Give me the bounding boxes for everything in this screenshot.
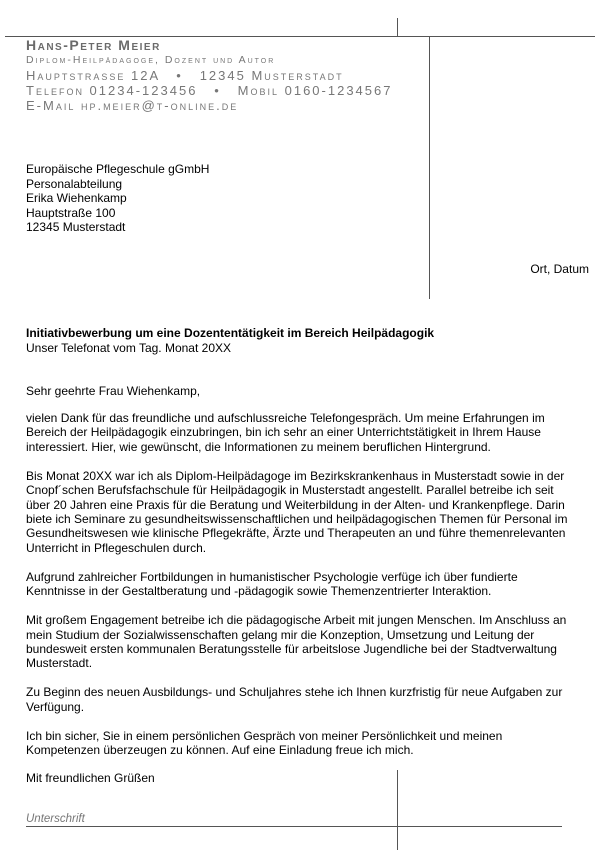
subject-block [26, 326, 434, 355]
top-vertical-rule [397, 18, 398, 36]
sender-name: Hans-Peter Meier [26, 37, 161, 53]
bullet-separator: • [214, 83, 221, 98]
date-line: Ort, Datum [530, 262, 589, 276]
body-paragraph: Aufgrund zahlreicher Fortbildungen in humanistischer Psychologie verfüge ich über fundierte Kenntnisse in der Gestaltberatung und -pädagogik sowie Themenzentrierter Interaktion. [26, 569, 518, 599]
bullet-separator: • [176, 68, 183, 83]
body-paragraph: Zu Beginn des neuen Ausbildungs- und Schuljahres stehe ich Ihnen kurzfristig für neue Aufgaben zur Verfügung. [26, 685, 563, 714]
recipient-company: Europäische Pflegeschule gGmbH [26, 162, 210, 176]
body-paragraph: vielen Dank für das freundliche und aufschlussreiche Telefongespräch. Um meine Erfahrungen im Bereich der Heilpädagogik einzubringen, bin ich sehr an einer Unterrichtstätigkeit in Ihrem Hause interessiert. Hier, wie gewünscht, die Informationen zu meinem beruflichen Hintergrund. [26, 411, 545, 454]
closing-phrase: Mit freundlichen Grüßen [26, 771, 155, 785]
sender-block [26, 38, 392, 113]
signature-label: Unterschrift [26, 813, 85, 825]
sender-profession: Diplom-Heilpädagoge, Dozent und Autor [26, 54, 276, 66]
sender-phone: Telefon 01234-123456 [26, 83, 198, 98]
bottom-rule [26, 826, 562, 827]
body-paragraph: Mit großem Engagement betreibe ich die pädagogische Arbeit mit jungen Menschen. Im Anschluss an mein Studium der Sozialwissenschaften gelang mir die Konzeption, Umsetzung und Leitung der bundesweit ersten kommunalen Beratungsstelle für arbeitslose Jugendliche bei der Stadtverwaltung Musterstadt. [26, 613, 567, 671]
sender-street: Hauptstrasse 12A [26, 68, 160, 83]
recipient-city: 12345 Musterstadt [26, 220, 126, 234]
body-paragraph: Ich bin sicher, Sie in einem persönlichen Gespräch von meiner Persönlichkeit und meinen Kompetenzen überzeugen zu können. Auf eine Einladung freue ich mich. [26, 728, 503, 758]
sender-contact [26, 83, 392, 98]
recipient-department: Personalabteilung [26, 176, 123, 191]
recipient-person: Erika Wiehenkamp [26, 191, 127, 205]
recipient-street: Hauptstraße 100 [26, 205, 116, 220]
header-vertical-rule [429, 36, 430, 299]
body-paragraph: Bis Monat 20XX war ich als Diplom-Heilpädagoge im Bezirkskrankenhaus in Musterstadt sowie in der Cnopf´schen Berufsfachschule für Heilpädagogik in Musterstadt angestellt. Parallel betreibe ich seit über 20 Jahren eine Praxis für die Beratung und Weiterbildung in der Alten- und Krankenpflege. Darin biete ich Seminare zu gesundheitswissenschaftlichen und heilpädagogischen Themen für Personal im Gesundheitswesen wie klinische Pflegekräfte, Ärzte und Therapeuten an und führe themenrelevanten Unterricht in Pflegeschulen durch. [26, 468, 568, 555]
salutation: Sehr geehrte Frau Wiehenkamp, [26, 384, 201, 398]
subject-reference: Unser Telefonat vom Tag. Monat 20XX [26, 340, 232, 355]
recipient-address [26, 162, 209, 235]
sender-email: E-Mail hp.meier@t-online.de [26, 98, 239, 113]
letter-body [26, 411, 578, 772]
sender-city: 12345 Musterstadt [199, 68, 344, 83]
bottom-vertical-rule [397, 770, 398, 850]
subject-title: Initiativbewerbung um eine Dozententätigkeit im Bereich Heilpädagogik [26, 326, 435, 340]
sender-address [26, 68, 392, 83]
sender-mobile: Mobil 0160-1234567 [237, 83, 393, 98]
